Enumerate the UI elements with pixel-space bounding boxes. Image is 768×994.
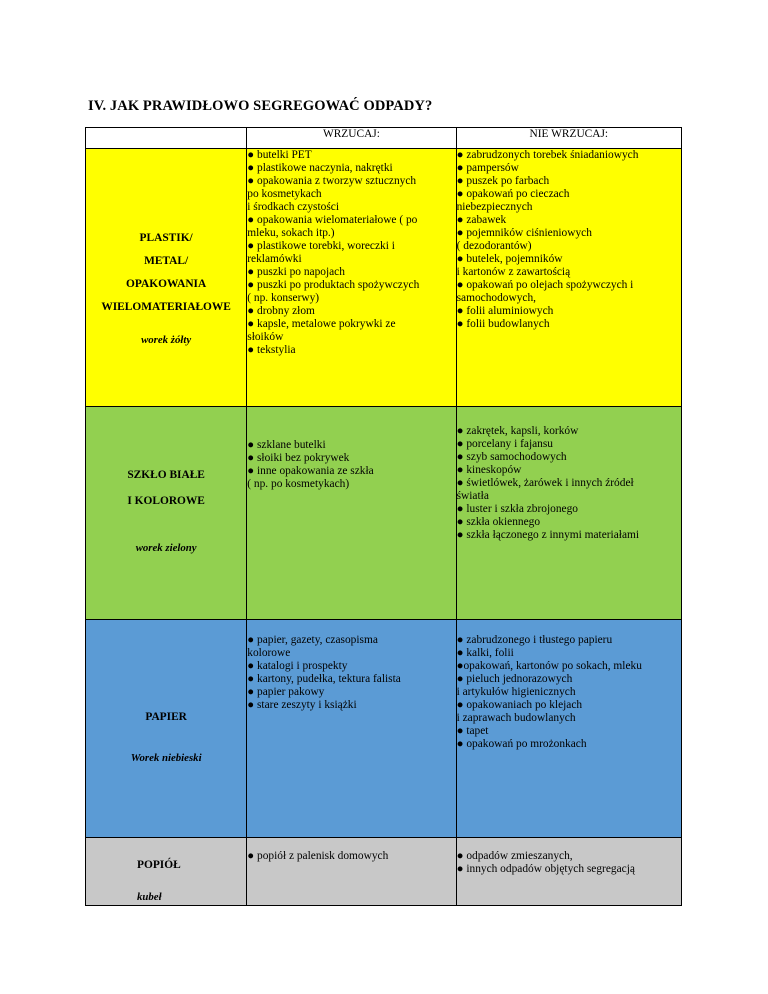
dont-list-glass xyxy=(457,425,681,542)
list-item: ● plastikowe naczynia, nakrętki xyxy=(247,162,393,174)
list-item: ● tekstylia xyxy=(247,344,296,356)
category-name-line: I KOLOROWE xyxy=(127,494,205,507)
list-item: ● pampersów xyxy=(456,162,519,174)
category-name-line: SZKŁO BIAŁE xyxy=(127,468,205,481)
list-item: i środkach czystości xyxy=(247,201,339,213)
do-list-glass xyxy=(247,439,455,491)
list-item: ● opakowań po mrożonkach xyxy=(456,738,587,750)
list-item: ● szkła łączonego z innymi materiałami xyxy=(456,529,640,541)
list-item: ● zabrudzonych torebek śniadaniowych xyxy=(456,149,639,161)
list-item: ● opakowań po olejach spożywczych i xyxy=(456,279,634,291)
dont-cell-ash xyxy=(456,838,681,906)
table-row-paper xyxy=(86,620,682,838)
list-item: ( dezodorantów) xyxy=(456,240,532,252)
list-item: i kartonów z zawartością xyxy=(456,266,571,278)
list-item: ● folii budowlanych xyxy=(456,318,550,330)
list-item: po kosmetykach xyxy=(247,188,322,200)
do-list-plastic xyxy=(247,149,455,357)
category-name-line: OPAKOWANIA xyxy=(126,277,207,290)
list-item: ● drobny złom xyxy=(247,305,315,317)
list-item: ● słoiki bez pokrywek xyxy=(247,452,350,464)
category-cell-plastic xyxy=(86,149,247,407)
list-item: ● zakrętek, kapsli, korków xyxy=(456,425,579,437)
list-item: ● kapsle, metalowe pokrywki ze xyxy=(247,318,396,330)
list-item: ● stare zeszyty i książki xyxy=(247,699,357,711)
table-header-row xyxy=(86,128,682,149)
page-title: IV. JAK PRAWIDŁOWO SEGREGOWAĆ ODPADY? xyxy=(88,98,433,114)
list-item: ● popiół z palenisk domowych xyxy=(247,850,389,862)
bag-label-ash: kubeł xyxy=(137,891,162,903)
list-item: ●opakowań, kartonów po sokach, mleku xyxy=(456,660,642,672)
list-item: ● szyb samochodowych xyxy=(456,451,567,463)
dont-list-ash xyxy=(457,850,681,876)
list-item: ● luster i szkła zbrojonego xyxy=(456,503,578,515)
list-item: ● opakowania wielomateriałowe ( po xyxy=(247,214,418,226)
dont-list-plastic xyxy=(457,149,681,331)
do-cell-ash xyxy=(247,838,456,906)
category-cell-ash xyxy=(86,838,247,906)
list-item: ● innych odpadów objętych segregacją xyxy=(456,863,635,875)
list-item: ( np. konserwy) xyxy=(247,292,320,304)
list-item: ● kalki, folii xyxy=(456,647,514,659)
list-item: ● zabrudzonego i tłustego papieru xyxy=(456,634,613,646)
list-item: światła xyxy=(456,490,489,502)
category-name-line: WIELOMATERIAŁOWE xyxy=(101,300,231,313)
dont-list-paper xyxy=(457,634,681,751)
dont-cell-glass xyxy=(456,407,681,620)
list-item: samochodowych, xyxy=(456,292,537,304)
list-item: ● papier pakowy xyxy=(247,686,325,698)
list-item: ● puszek po farbach xyxy=(456,175,550,187)
list-item: i artykułów higienicznych xyxy=(456,686,576,698)
bag-label-plastic: worek żółty xyxy=(141,333,192,346)
list-item: ● inne opakowania ze szkła xyxy=(247,465,374,477)
list-item: ● puszki po napojach xyxy=(247,266,345,278)
list-item: ● kartony, pudełka, tektura falista xyxy=(247,673,401,685)
list-item: kolorowe xyxy=(247,647,291,659)
category-name-line: PAPIER xyxy=(145,710,187,723)
list-item: ( np. po kosmetykach) xyxy=(247,478,350,490)
table-row-plastic xyxy=(86,149,682,407)
list-item: ● puszki po produktach spożywczych xyxy=(247,279,420,291)
category-cell-glass xyxy=(86,407,247,620)
list-item: mleku, sokach itp.) xyxy=(247,227,335,239)
category-cell-paper xyxy=(86,620,247,838)
list-item: ● porcelany i fajansu xyxy=(456,438,553,450)
do-list-paper xyxy=(247,634,455,712)
dont-cell-paper xyxy=(456,620,681,838)
list-item: ● butelki PET xyxy=(247,149,312,161)
do-cell-glass xyxy=(247,407,456,620)
list-item: ● plastikowe torebki, woreczki i xyxy=(247,240,395,252)
table-row-glass xyxy=(86,407,682,620)
do-list-ash xyxy=(247,850,455,863)
do-cell-paper xyxy=(247,620,456,838)
bag-label-paper: Worek niebieski xyxy=(130,751,202,764)
category-name-line: METAL/ xyxy=(144,254,189,267)
list-item: ● świetlówek, żarówek i innych źródeł xyxy=(456,477,634,489)
list-item: ● zabawek xyxy=(456,214,507,226)
list-item: ● butelek, pojemników xyxy=(456,253,563,265)
category-name-line: PLASTIK/ xyxy=(139,231,193,244)
list-item: ● odpadów zmieszanych, xyxy=(456,850,573,862)
list-item: ● kineskopów xyxy=(456,464,522,476)
list-item: ● pieluch jednorazowych xyxy=(456,673,573,685)
header-throw-in: WRZUCAJ: xyxy=(247,128,456,149)
header-empty-cell xyxy=(86,128,247,149)
list-item: ● pojemników ciśnieniowych xyxy=(456,227,592,239)
list-item: ● katalogi i prospekty xyxy=(247,660,348,672)
list-item: ● tapet xyxy=(456,725,489,737)
list-item: ● opakowań po cieczach xyxy=(456,188,570,200)
list-item: ● szkła okiennego xyxy=(456,516,541,528)
list-item: ● szklane butelki xyxy=(247,439,326,451)
header-do-not-throw: NIE WRZUCAJ: xyxy=(456,128,681,149)
category-name-line: POPIÓŁ xyxy=(137,859,181,871)
list-item: niebezpiecznych xyxy=(456,201,533,213)
list-item: ● papier, gazety, czasopisma xyxy=(247,634,378,646)
list-item: ● opakowaniach po klejach xyxy=(456,699,583,711)
list-item: i zaprawach budowlanych xyxy=(456,712,576,724)
list-item: reklamówki xyxy=(247,253,302,265)
bag-label-glass: worek zielony xyxy=(135,541,197,554)
list-item: ● opakowania z tworzyw sztucznych xyxy=(247,175,417,187)
dont-cell-plastic xyxy=(456,149,681,407)
list-item: słoików xyxy=(247,331,284,343)
table-row-ash xyxy=(86,838,682,906)
waste-sorting-table xyxy=(85,127,682,906)
do-cell-plastic xyxy=(247,149,456,407)
list-item: ● folii aluminiowych xyxy=(456,305,554,317)
